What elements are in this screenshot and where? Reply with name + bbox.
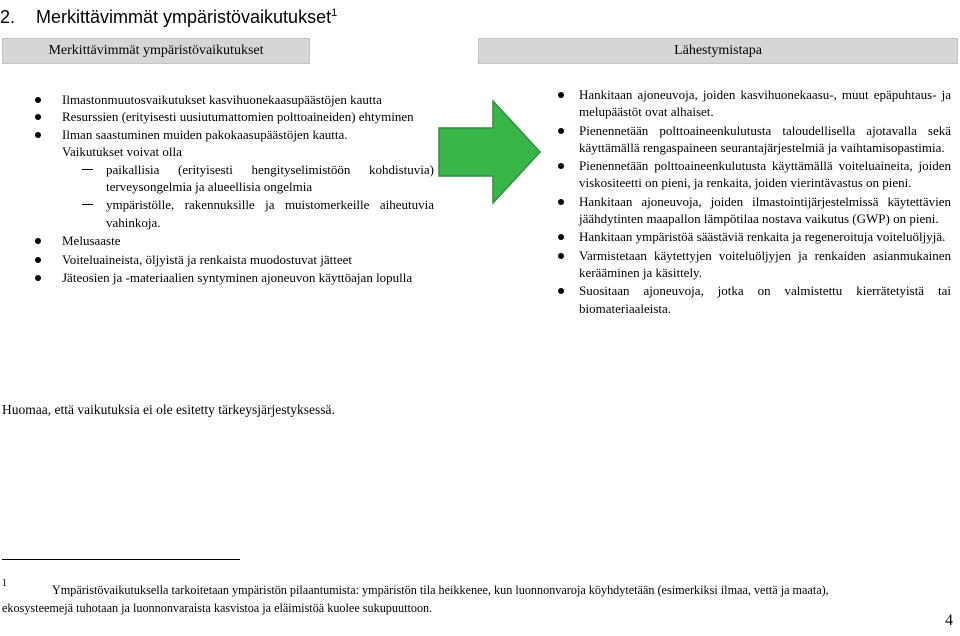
- impact-item: Jäteosien ja -materiaalien syntyminen ajoneuvon käyttöajan lopulla: [62, 269, 434, 286]
- approach-item: Pienennetään polttoaineenkulutusta taloudellisella ajotavalla sekä käyttämällä rengaspaineen seurantajärjestelmiä ja vaihtamisopastimia.: [579, 122, 951, 157]
- approach-item: Suositaan ajoneuvoja, jotka on valmistettu kierrätetyistä tai biomateriaaleista.: [579, 282, 951, 317]
- approach-item: Pienennetään polttoaineenkulutusta käyttämällä voiteluaineita, joiden viskositeetti on pieni, ja renkaita, joiden vierintävastus on pieni.: [579, 157, 951, 192]
- footnote: [2, 578, 937, 617]
- bullet-icon: [35, 238, 41, 244]
- section-title: Merkittävimmät ympäristövaikutukset: [36, 7, 332, 27]
- impact-item: Voiteluaineista, öljyistä ja renkaista muodostuvat jätteet: [62, 251, 434, 268]
- impact-item: Ilmastonmuutosvaikutukset kasvihuonekaasupäästöjen kautta: [62, 91, 434, 108]
- bullet-icon: [558, 253, 564, 259]
- approach-item: Varmistetaan käytettyjen voiteluöljyjen ja renkaiden asianmukainen kerääminen ja käsittely.: [579, 247, 951, 282]
- footnote-marker: 1: [2, 578, 7, 589]
- bullet-icon: [35, 275, 41, 281]
- bullet-icon: [558, 128, 564, 134]
- approach-list: [579, 86, 951, 318]
- bullet-icon: [35, 114, 41, 120]
- bullet-icon: [558, 234, 564, 240]
- bullet-icon: [35, 132, 41, 138]
- footnote-text-line2: ekosysteemejä tuhotaan ja luonnonvaraista kasvistoa ja eläimistöä kuolee sukupuuttoon.: [2, 601, 433, 615]
- impact-subitem: paikallisia (erityisesti hengityselimistöön kohdistuvia) terveysongelmia ja alueellisia ongelmia: [62, 161, 434, 196]
- section-number: 2.: [0, 7, 16, 27]
- approach-item: Hankitaan ajoneuvoja, joiden ilmastointijärjestelmissä käytettävien jäähdytinten maapallon lämpötilaa nostava vaikutus (GWP) on pieni.: [579, 193, 951, 228]
- footnote-text-line1: Ympäristövaikutuksella tarkoitetaan ympäristön pilaantumista: ympäristön tila heikkenee, kun luonnonvaroja köyhdytetään (esimerkiksi ilmaa, vettä ja maata),: [52, 583, 829, 597]
- impact-item: Resurssien (erityisesti uusiutumattomien polttoaineiden) ehtyminen: [62, 108, 434, 125]
- bullet-icon: [558, 92, 564, 98]
- approach-column-header: Lähestymistapa: [478, 38, 958, 64]
- impact-item: Ilman saastuminen muiden pakokaasupäästöjen kautta.: [62, 126, 434, 143]
- footnote-divider: [2, 559, 240, 560]
- approach-item: Hankitaan ajoneuvoja, joiden kasvihuonekaasu-, muut epäpuhtaus- ja melupäästöt ovat alhaiset.: [579, 86, 951, 121]
- right-arrow-icon: [437, 98, 543, 206]
- impact-subitem: ympäristölle, rakennuksille ja muistomerkeille aiheutuvia vahinkoja.: [62, 196, 434, 231]
- bullet-icon: [558, 163, 564, 169]
- bullet-icon: [35, 257, 41, 263]
- footnote-ref[interactable]: 1: [331, 7, 338, 19]
- impact-item: Vaikutukset voivat olla: [62, 144, 182, 160]
- bullet-icon: [558, 199, 564, 205]
- dash-icon: [82, 204, 93, 205]
- priority-note: Huomaa, että vaikutuksia ei ole esitetty tärkeysjärjestyksessä.: [2, 402, 335, 417]
- dash-icon: [82, 169, 93, 170]
- impacts-list: [62, 91, 434, 286]
- bullet-icon: [558, 288, 564, 294]
- arrow-shape: [439, 101, 540, 203]
- bullet-icon: [35, 97, 41, 103]
- impact-item: Melusaaste: [62, 232, 434, 249]
- impacts-column-header: Merkittävimmät ympäristövaikutukset: [2, 38, 310, 64]
- approach-item: Hankitaan ympäristöä säästäviä renkaita ja regeneroituja voiteluöljyjä.: [579, 228, 951, 245]
- page-number: 4: [945, 612, 953, 629]
- section-heading: [0, 2, 337, 28]
